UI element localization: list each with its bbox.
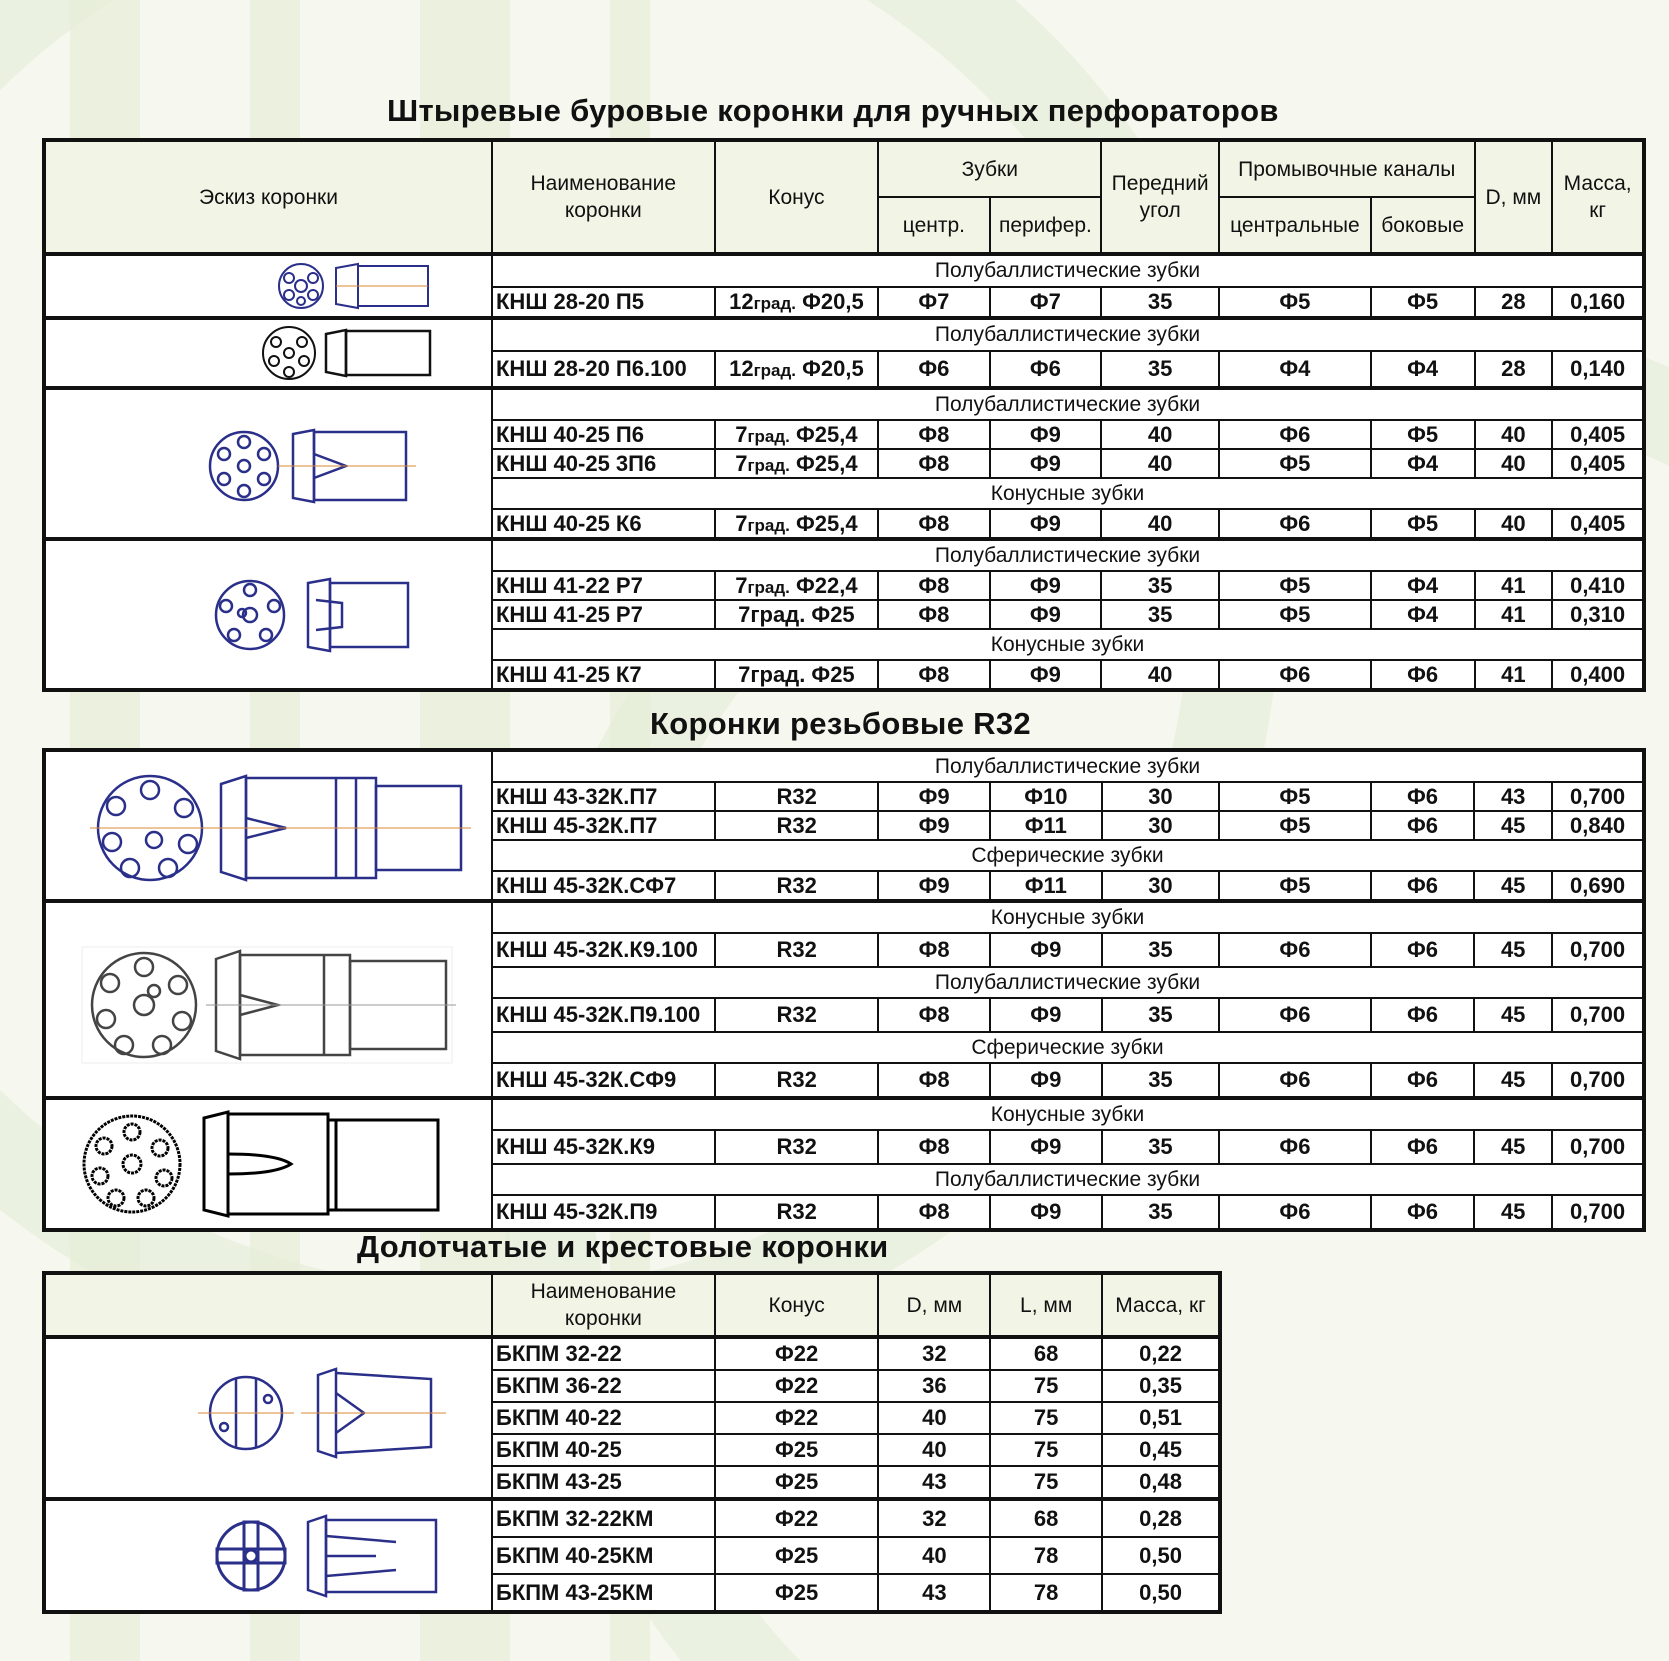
cross-bit-sketch-icon — [44, 1499, 492, 1612]
table-row: БКПМ 32-22КМ Ф22 32 68 0,28 — [44, 1499, 1220, 1537]
table-row: КНШ 28-20 П6.100 12град. Ф20,5 Ф6 Ф6 35 Ф4 Ф4 28 0,140 — [44, 351, 1644, 388]
drill-bit-sketch-icon — [44, 388, 492, 539]
col-d-header: D, мм — [1475, 140, 1553, 254]
section-label: Полубаллистические зубки — [492, 388, 1644, 420]
table-row: КНШ 45-32К.К9 R32 Ф8 Ф9 35 Ф6 Ф6 45 0,700 — [44, 1130, 1644, 1164]
section-label: Конусные зубки — [492, 1098, 1644, 1130]
col-flush-side-header: боковые — [1371, 197, 1475, 254]
section-title-pin-bits: Штыревые буровые коронки для ручных перфораторов — [387, 93, 1279, 128]
chisel-bit-sketch-icon — [44, 1337, 492, 1499]
col-sketch-header — [44, 1273, 492, 1337]
table-row: КНШ 41-25 К7 7град. Ф25 Ф8 Ф9 40 Ф6 Ф6 41 0,400 — [44, 660, 1644, 690]
table-row: БКПМ 36-22 Ф22 36 75 0,35 — [44, 1370, 1220, 1402]
section-label: Полубаллистические зубки — [492, 318, 1644, 351]
section-title-chisel-cross-bits: Долотчатые и крестовые коронки — [357, 1229, 889, 1264]
pin-bits-table — [42, 138, 1646, 692]
table-row: КНШ 45-32К.П7 R32 Ф9 Ф11 30 Ф5 Ф6 45 0,840 — [44, 811, 1644, 840]
col-name-header: Наименование коронки — [492, 140, 715, 254]
drill-bit-sketch-icon — [44, 901, 492, 1098]
section-title-r32-bits: Коронки резьбовые R32 — [650, 706, 1031, 741]
table-row: КНШ 43-32К.П7 R32 Ф9 Ф10 30 Ф5 Ф6 43 0,700 — [44, 782, 1644, 811]
table-row: БКПМ 40-25КМ Ф25 40 78 0,50 — [44, 1537, 1220, 1574]
chisel-cross-bits-table — [42, 1271, 1222, 1614]
col-teeth-periph-header: перифер. — [990, 197, 1102, 254]
section-label: Сферические зубки — [492, 1032, 1644, 1063]
section-label: Полубаллистические зубки — [492, 967, 1644, 998]
col-flush-central-header: центральные — [1219, 197, 1371, 254]
table-row: КНШ 41-25 Р7 7град. Ф25 Ф8 Ф9 35 Ф5 Ф4 41 0,310 — [44, 600, 1644, 629]
table-row: БКПМ 43-25 Ф25 43 75 0,48 — [44, 1466, 1220, 1499]
table-row: БКПМ 43-25КМ Ф25 43 78 0,50 — [44, 1574, 1220, 1612]
table-row: КНШ 40-25 3П6 7град. Ф25,4 Ф8 Ф9 40 Ф5 Ф4 40 0,405 — [44, 449, 1644, 478]
section-label: Сферические зубки — [492, 840, 1644, 871]
section-label: Полубаллистические зубки — [492, 539, 1644, 571]
col-sketch-header: Эскиз коронки — [44, 140, 492, 254]
col-cone-header: Конус — [715, 1273, 879, 1337]
table-row: БКПМ 32-22 Ф22 32 68 0,22 — [44, 1337, 1220, 1370]
col-name-header: Наименование коронки — [492, 1273, 715, 1337]
table-row: БКПМ 40-25 Ф25 40 75 0,45 — [44, 1434, 1220, 1466]
drill-bit-sketch-icon — [44, 539, 492, 690]
col-front-angle-header: Передний угол — [1101, 140, 1219, 254]
drill-bit-sketch-icon — [44, 750, 492, 901]
section-label: Полубаллистические зубки — [492, 254, 1644, 287]
col-cone-header: Конус — [715, 140, 879, 254]
table-row: КНШ 28-20 П5 12град. Ф20,5 Ф7 Ф7 35 Ф5 Ф5 28 0,160 — [44, 287, 1644, 318]
drill-bit-sketch-icon — [44, 1098, 492, 1230]
col-mass-header: Масса, кг — [1102, 1273, 1220, 1337]
col-mass-header: Масса, кг — [1552, 140, 1644, 254]
col-teeth-header: Зубки — [878, 140, 1101, 197]
table-row: КНШ 41-22 Р7 7град. Ф22,4 Ф8 Ф9 35 Ф5 Ф4 41 0,410 — [44, 571, 1644, 600]
table-row: КНШ 40-25 К6 7град. Ф25,4 Ф8 Ф9 40 Ф6 Ф5 40 0,405 — [44, 509, 1644, 539]
section-label: Конусные зубки — [492, 629, 1644, 660]
col-flush-header: Промывочные каналы — [1219, 140, 1474, 197]
col-l-header: L, мм — [990, 1273, 1102, 1337]
table-row: КНШ 45-32К.П9 R32 Ф8 Ф9 35 Ф6 Ф6 45 0,700 — [44, 1195, 1644, 1230]
col-d-header: D, мм — [878, 1273, 990, 1337]
table-row: КНШ 45-32К.К9.100 R32 Ф8 Ф9 35 Ф6 Ф6 45 0,700 — [44, 933, 1644, 967]
col-teeth-center-header: центр. — [878, 197, 989, 254]
section-label: Конусные зубки — [492, 478, 1644, 509]
drill-bit-sketch-icon — [44, 318, 492, 388]
section-label: Полубаллистические зубки — [492, 750, 1644, 782]
section-label: Полубаллистические зубки — [492, 1164, 1644, 1195]
table-row: БКПМ 40-22 Ф22 40 75 0,51 — [44, 1402, 1220, 1434]
r32-bits-table — [42, 748, 1646, 1232]
drill-bit-sketch-icon — [44, 254, 492, 318]
table-row: КНШ 45-32К.СФ9 R32 Ф8 Ф9 35 Ф6 Ф6 45 0,700 — [44, 1063, 1644, 1098]
section-label: Конусные зубки — [492, 901, 1644, 933]
table-row: КНШ 40-25 П6 7град. Ф25,4 Ф8 Ф9 40 Ф6 Ф5 40 0,405 — [44, 420, 1644, 449]
table-row: КНШ 45-32К.СФ7 R32 Ф9 Ф11 30 Ф5 Ф6 45 0,690 — [44, 871, 1644, 901]
table-row: КНШ 45-32К.П9.100 R32 Ф8 Ф9 35 Ф6 Ф6 45 0,700 — [44, 998, 1644, 1032]
